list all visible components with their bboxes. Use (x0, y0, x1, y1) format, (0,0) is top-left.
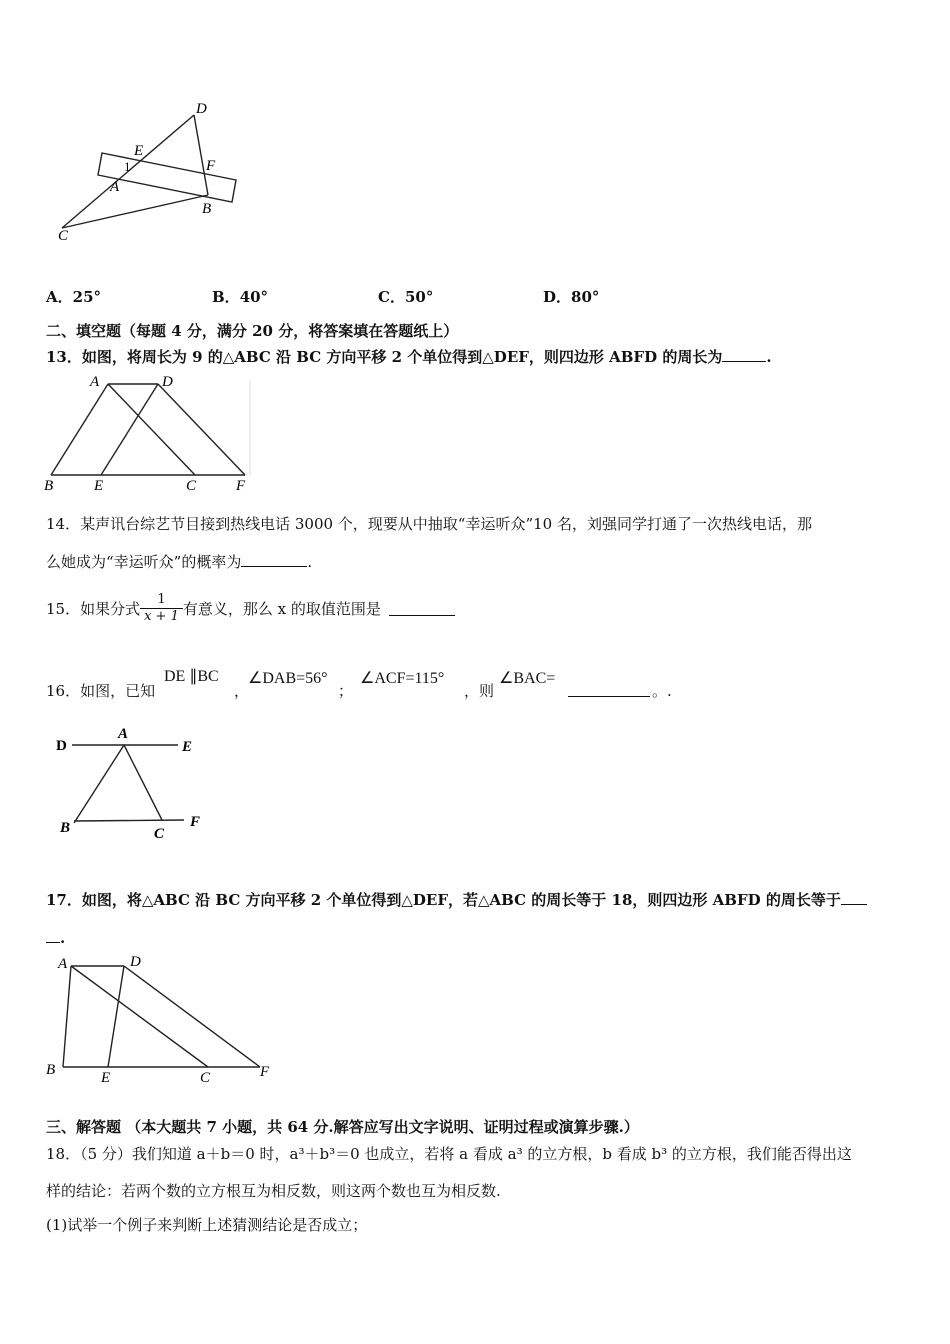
q17-label-b: B (46, 1062, 56, 1078)
q13-label-b: B (44, 478, 54, 494)
q13-text: 13．如图，将周长为 9 的△ABC 沿 BC 方向平移 2 个单位得到△DEF，则四边形 ABFD 的周长为 . (46, 348, 772, 366)
q13-label-e: E (94, 478, 104, 494)
q12-label-f: F (206, 158, 216, 174)
q17-label-d: D (130, 954, 141, 970)
q12-figure (50, 95, 250, 250)
q17-label-e: E (101, 1070, 111, 1082)
q12-label-b: B (202, 201, 212, 217)
q17-figure (40, 952, 280, 1082)
q14-line1: 14．某声讯台综艺节目接到热线电话 3000 个，现要从中抽取“幸运听众”10 名，刘强同学打通了一次热线电话，那 (46, 515, 812, 533)
q16-figure (50, 724, 230, 844)
q16-label-c: C (154, 826, 165, 842)
q16-cond3: ∠ACF=115° (360, 670, 445, 687)
q16-label-e: E (182, 739, 193, 755)
q12-line-cb (62, 195, 208, 228)
q15-text: 15．如果分式 $\frac{1}{x + 1}$ 有意义，那么 x 的取值范围是 (46, 586, 455, 630)
q16-label-d: D (56, 738, 67, 754)
q18-part1: (1)试举一个例子来判断上述猜测结论是否成立； (46, 1216, 368, 1234)
q16-ask: ∠BAC= (499, 670, 556, 687)
q17-label-c: C (200, 1070, 211, 1082)
q14-line2: 么她成为“幸运听众”的概率为 . (46, 553, 313, 571)
q17-answer-blank-a (841, 890, 867, 905)
q12-label-a: A (110, 179, 120, 195)
q16-label-f: F (190, 814, 201, 830)
q16-label-a: A (118, 726, 129, 742)
q12-label-d: D (196, 101, 207, 117)
q16-cond2: ∠DAB=56° (248, 670, 328, 687)
q12-choice-b: B．40° (212, 288, 269, 306)
q13-label-d: D (162, 374, 173, 390)
q13-label-a: A (90, 374, 100, 390)
q18-line1: 18．（5 分）我们知道 a＋b＝0 时，a³＋b³＝0 也成立，若将 a 看成 a³ 的立方根，b 看成 b³ 的立方根，我们能否得出这 (46, 1145, 852, 1163)
q17-text: 17．如图，将△ABC 沿 BC 方向平移 2 个单位得到△DEF，若△ABC 的周长等于 18，则四边形 ABFD 的周长等于 (46, 889, 867, 910)
q16-answer-blank (568, 682, 650, 697)
q12-choice-a: A．25° (46, 288, 102, 306)
section3-heading: 三、解答题 （本大题共 7 小题，共 64 分.解答应写出文字说明、证明过程或演算步骤.） (46, 1118, 639, 1136)
q14-answer-blank (241, 552, 307, 567)
section2-heading: 二、填空题（每题 4 分，满分 20 分，将答案填在答题纸上） (46, 322, 459, 340)
q12-label-e: E (134, 143, 144, 159)
q16-cond1: DE ∥BC (164, 668, 219, 685)
q12-choice-c: C．50° (378, 288, 434, 306)
q13-answer-blank (722, 347, 766, 362)
q12-label-c: C (58, 228, 69, 244)
q13-label-f: F (236, 478, 246, 494)
q17-text-cont: . (46, 928, 65, 947)
q17-answer-blank-b (46, 928, 60, 943)
q12-choice-d: D．80° (543, 288, 600, 306)
q15-answer-blank (389, 601, 455, 616)
q13-label-c: C (186, 478, 197, 494)
q17-label-f: F (260, 1064, 270, 1080)
q17-label-a: A (58, 956, 68, 972)
q16-label-b: B (60, 820, 71, 836)
q18-line2: 样的结论：若两个数的立方根互为相反数，则这两个数也互为相反数. (46, 1182, 501, 1200)
q15-fraction: $\frac{1}{x + 1}$ (140, 592, 183, 625)
q12-line-db (194, 115, 208, 195)
q13-figure (40, 372, 260, 500)
q12-label-1: 1 (124, 159, 131, 174)
